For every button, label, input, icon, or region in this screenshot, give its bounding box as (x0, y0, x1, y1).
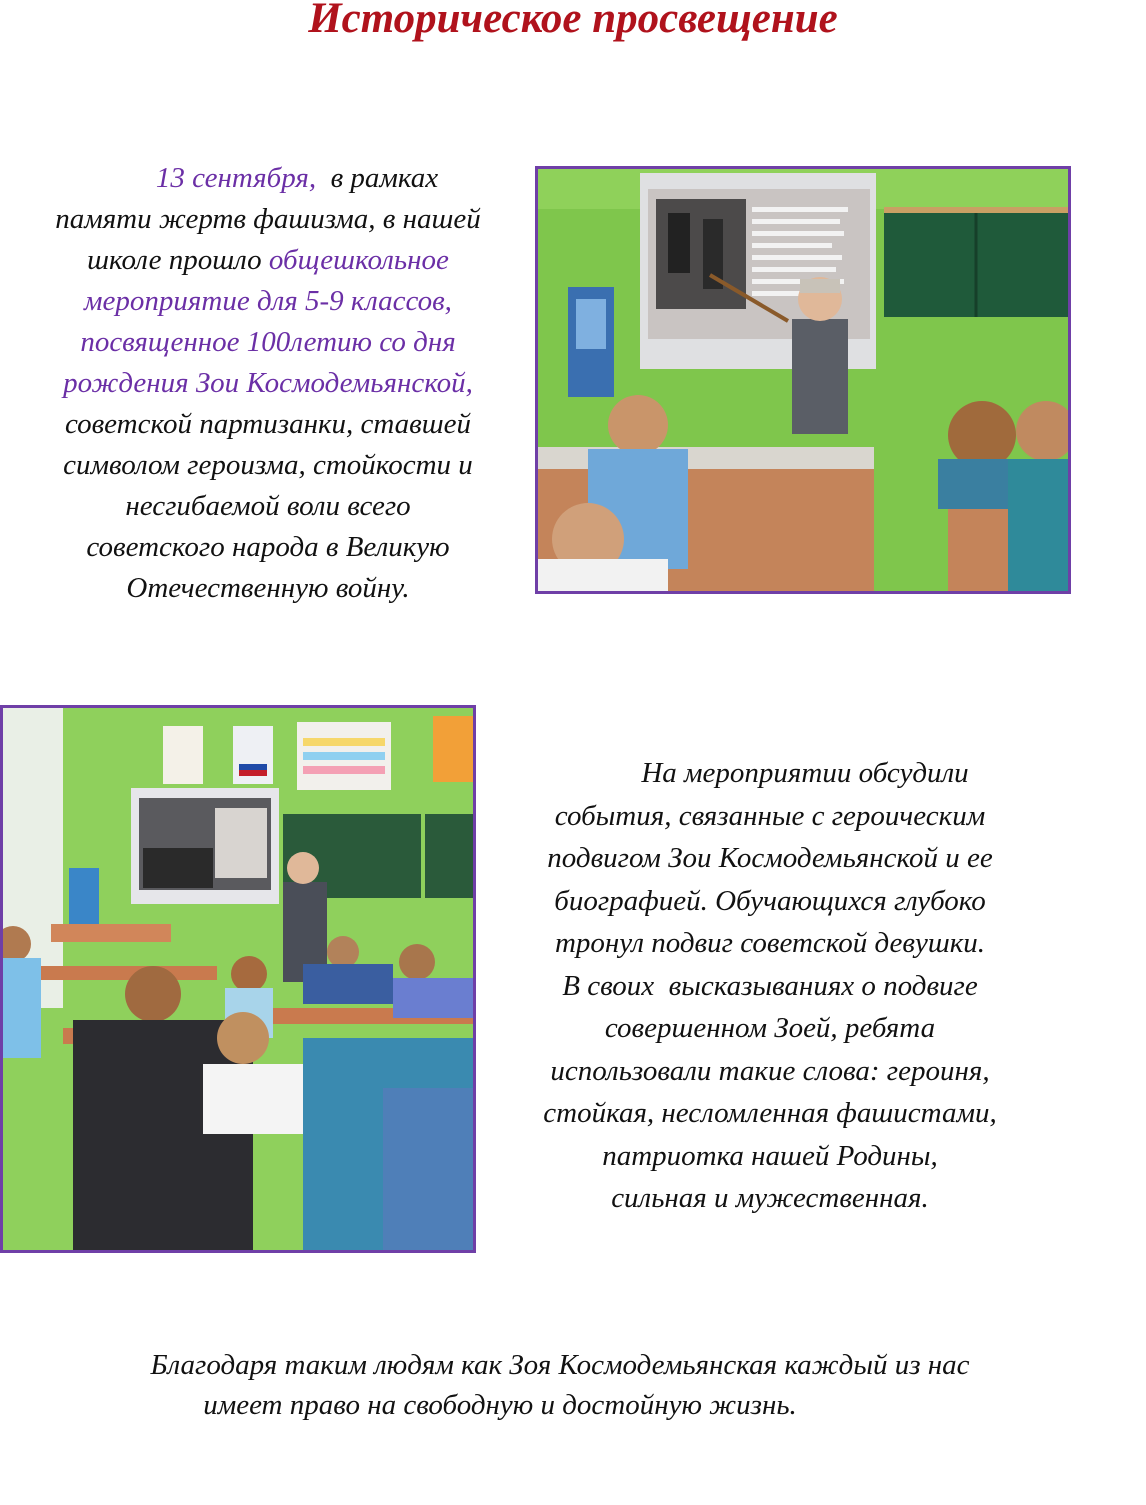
intro-line-6: рождения Зои Космодемьянской, (63, 367, 473, 399)
intro-line-5: посвященное 100летию со дня (80, 326, 456, 358)
intro-paragraph (18, 158, 518, 609)
intro-line-7: советской партизанки, ставшей (64, 408, 472, 440)
page-title: Историческое просвещение (308, 0, 838, 42)
intro-line-2: памяти жертв фашизма, в нашей (55, 203, 481, 235)
intro-line-3: школе прошло общешкольное (87, 244, 449, 276)
discussion-line-9: стойкая, несломленная фашистами, (543, 1097, 997, 1129)
discussion-line-2: события, связанные с героическим (554, 799, 986, 832)
closing-line-2: имеет право на свободную и достойную жизнь. (203, 1389, 797, 1421)
intro-line-10: советского народа в Великую (86, 531, 450, 563)
closing-paragraph (40, 1345, 1080, 1425)
discussion-line-1: На мероприятии обсудили (641, 757, 969, 789)
discussion-line-6: В своих высказываниях о подвиге (562, 969, 978, 1002)
classroom-photo-1-image (538, 169, 1068, 591)
closing-line-1: Благодаря таким людям как Зоя Космодемьянская каждый из нас (150, 1349, 970, 1381)
discussion-line-7: совершенном Зоей, ребята (604, 1012, 936, 1044)
classroom-photo-2 (0, 705, 476, 1253)
intro-line-4: мероприятие для 5-9 классов, (84, 285, 452, 317)
discussion-line-10: патриотка нашей Родины, (602, 1139, 938, 1172)
intro-line-11: Отечественную войну. (126, 572, 410, 604)
discussion-line-3: подвигом Зои Космодемьянской и ее (547, 842, 993, 874)
classroom-photo-2-image (3, 708, 473, 1250)
discussion-line-4: биографией. Обучающихся глубоко (554, 884, 986, 917)
discussion-paragraph (505, 752, 1035, 1220)
discussion-line-8: использовали такие слова: героиня, (550, 1054, 990, 1087)
discussion-line-5: тронул подвиг советской девушки. (554, 927, 986, 959)
classroom-photo-1 (535, 166, 1071, 594)
intro-line-8: символом героизма, стойкости и (63, 449, 473, 481)
intro-line-1: 13 сентября, в рамках (155, 162, 439, 194)
intro-line-9: несгибаемой воли всего (125, 490, 411, 522)
discussion-line-11: сильная и мужественная. (611, 1182, 929, 1214)
event-date: 13 сентября, (155, 162, 317, 194)
